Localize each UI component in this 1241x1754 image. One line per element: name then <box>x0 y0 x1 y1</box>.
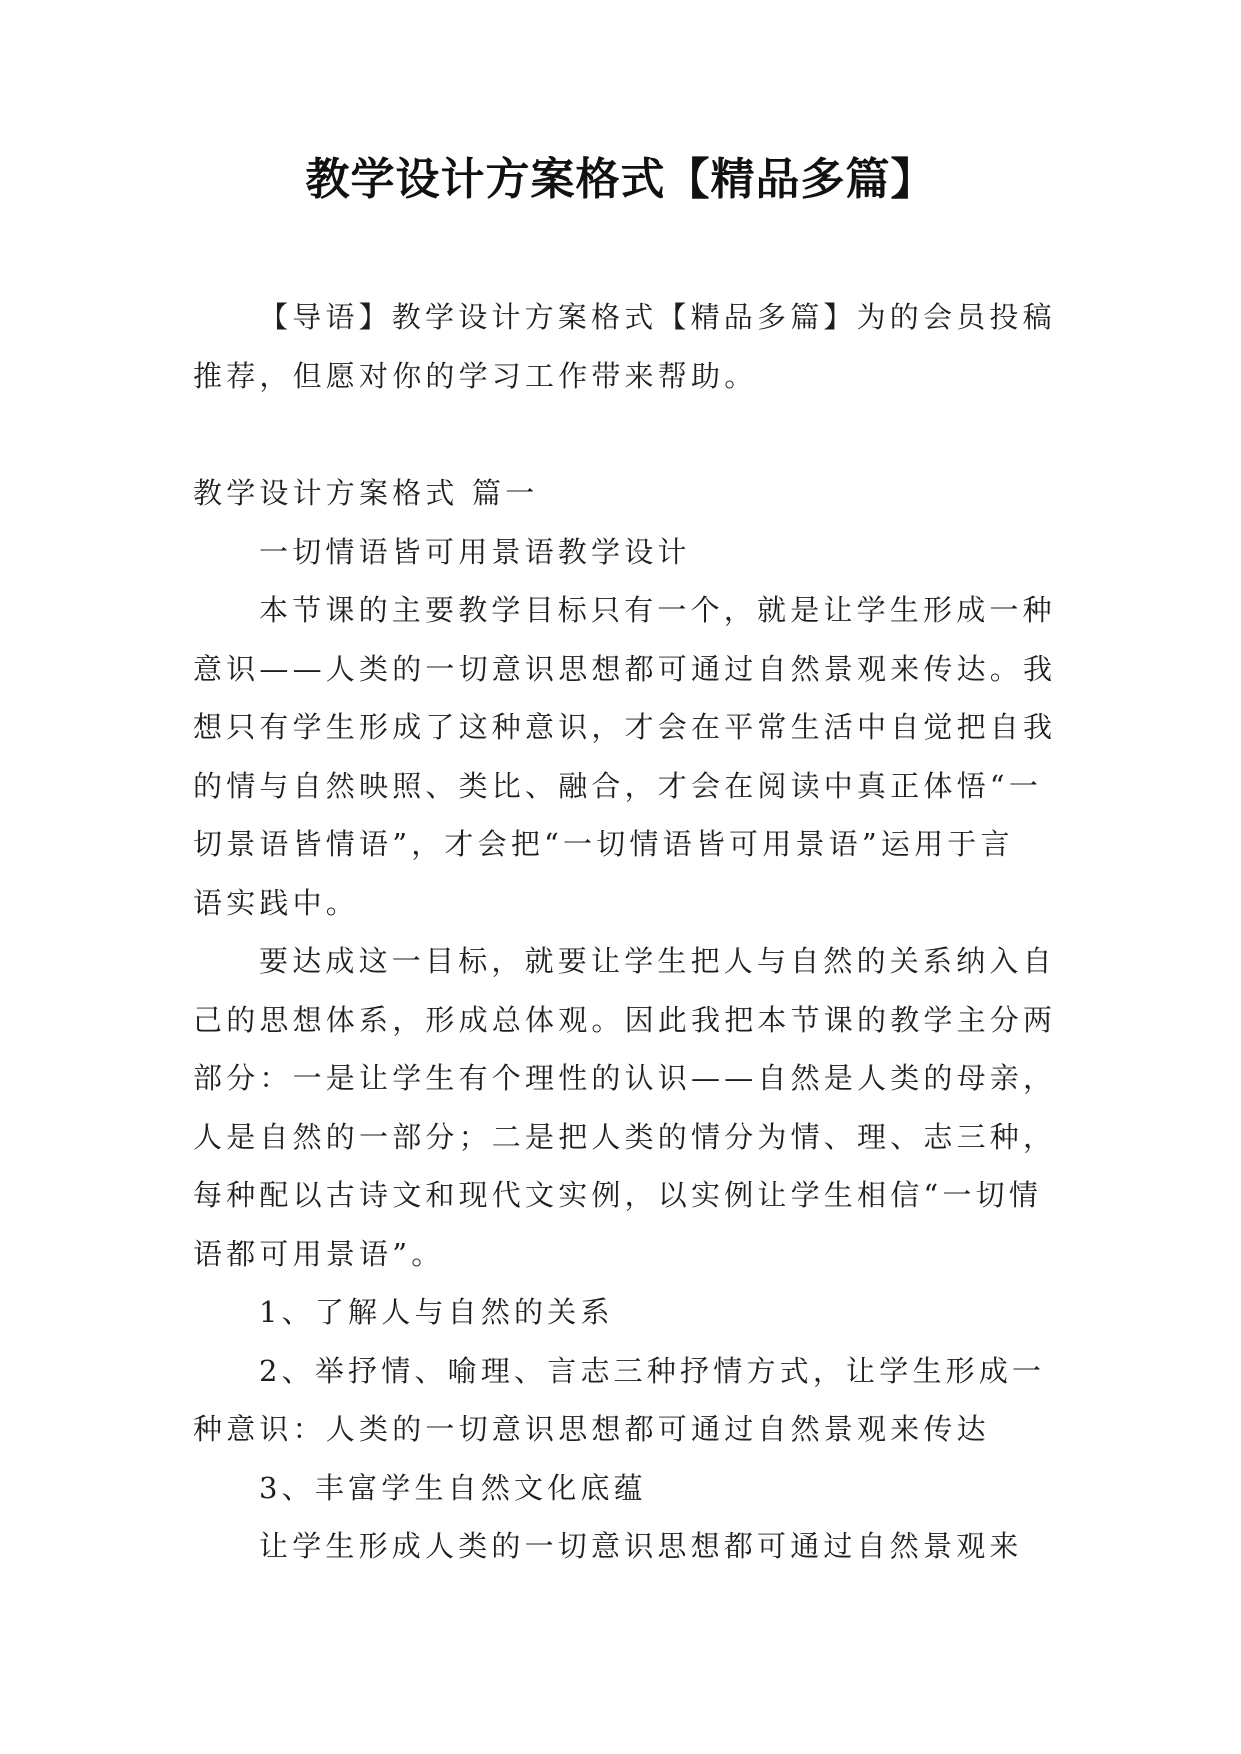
list-item <box>193 1283 1093 1342</box>
paragraph-line: 切景语皆情语”，才会把“一切情语皆可用景语”运用于言 <box>193 827 1014 861</box>
paragraph-line: 部分：一是让学生有个理性的认识——自然是人类的母亲， <box>193 1061 1057 1095</box>
paragraph-line: 意识——人类的一切意识思想都可通过自然景观来传达。我 <box>193 651 1057 686</box>
paragraph-line: 己的思想体系，形成总体观。因此我把本节课的教学主分两 <box>193 1002 1057 1037</box>
body-paragraph <box>193 1517 1093 1576</box>
paragraph-line: 要达成这一目标，就要让学生把人与自然的关系纳入自 <box>259 944 1056 978</box>
section-1 <box>193 464 1093 1576</box>
intro-paragraph <box>193 288 1093 405</box>
paragraph-line: 想只有学生形成了这种意识，才会在平常生活中自觉把自我 <box>193 710 1057 744</box>
paragraph-line: 2、举抒情、喻理、言志三种抒情方式，让学生形成一 <box>259 1353 1046 1388</box>
section-subtitle: 一切情语皆可用景语教学设计 <box>259 534 691 569</box>
paragraph-line: 1、了解人与自然的关系 <box>259 1295 614 1329</box>
paragraph-line: 让学生形成人类的一切意识思想都可通过自然景观来 <box>259 1529 1023 1563</box>
paragraph-line: 3、丰富学生自然文化底蕴 <box>259 1470 647 1505</box>
paragraph-line: 本节课的主要教学目标只有一个，就是让学生形成一种 <box>259 593 1056 627</box>
paragraph-line: 人是自然的一部分；二是把人类的情分为情、理、志三种， <box>193 1119 1057 1154</box>
paragraph-line: 语实践中。 <box>193 885 360 920</box>
paragraph-line: 语都可用景语”。 <box>193 1236 445 1271</box>
intro-line: 【导语】教学设计方案格式【精品多篇】为的会员投稿 <box>259 300 1056 334</box>
intro-line: 推荐，但愿对你的学习工作带来帮助。 <box>193 358 758 393</box>
paragraph-line: 种意识：人类的一切意识思想都可通过自然景观来传达 <box>193 1412 990 1446</box>
paragraph-spacer <box>193 405 1093 464</box>
paragraph-line: 的情与自然映照、类比、融合，才会在阅读中真正体悟“一 <box>193 768 1043 803</box>
body-paragraph <box>193 581 1093 932</box>
document-body <box>193 288 1093 1576</box>
body-paragraph <box>193 932 1093 1283</box>
paragraph-line: 每种配以古诗文和现代文实例，以实例让学生相信“一切情 <box>193 1178 1043 1212</box>
document-title: 教学设计方案格式【精品多篇】 <box>305 154 936 205</box>
list-item <box>193 1342 1093 1459</box>
section-heading: 教学设计方案格式 篇一 <box>193 476 539 510</box>
list-item <box>193 1459 1093 1518</box>
